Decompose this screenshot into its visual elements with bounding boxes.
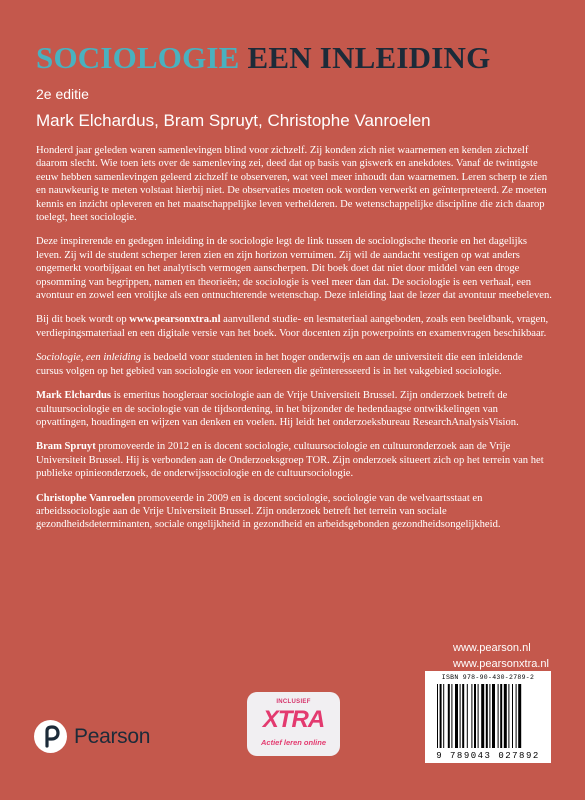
authors-line: Mark Elchardus, Bram Spruyt, Christophe Vanroelen [36, 111, 431, 130]
barcode-icon [425, 671, 551, 763]
intro-paragraph: Honderd jaar geleden waren samenlevingen blind voor zichzelf. Zij konden zich niet waarnemen en kenden zichzelf daarom slecht. Wie toen iets over de samenleving zei, deed dat op basis van giswerk en anekdotes. Vanaf de twintigste eeuw hebben samenlevingen geleerd zichzelf te observeren, wat veel meer inhoudt dan waarnemen. Leren scherp te zien en nauwkeurig te meten volstaat hierbij niet. De observaties moeten ook worden verwerkt en geïnterpreteerd. Ze moeten kennis en inzicht opleveren en het maatschappelijke leven verhelderen. De wetenschappelijke discipline die zich daarop toelegt, heet sociologie. [36, 145, 548, 224]
book-title-part2: EEN INLEIDING [247, 40, 491, 75]
book-title [36, 38, 490, 78]
description-paragraph: Deze inspirerende en gedegen inleiding in de sociologie legt de link tussen de sociologische theorie en het dagelijks leven. Zij wil de student scherper leren zien en zijn horizon verruimen. Zij wil de aandacht vestigen op wat anders ongemerkt voorbijgaat en het analytisch vermogen aanscherpen. Dit boek doet dat niet door middel van een droge opsomming van begrippen, namen en theorieën; de sociologie is veel meer dan dat. De sociologie is een verhaal, een avontuur en zowel een vrolijke als een ontnuchterende wetenschap. Deze inleiding laat de lezer dat avontuur meebeleven. [36, 236, 552, 302]
audience-paragraph: Sociologie, een inleiding is bedoeld voor studenten in het hoger onderwijs en aan de universiteit die een inleidende cursus volgen op het gebied van sociologie en voor iedereen die geïnteresseerd is in het vakgebied sociologie. [36, 352, 523, 377]
isbn-text: ISBN 978-90-430-2789-2 [441, 674, 535, 681]
pearson-logo-icon [34, 720, 67, 753]
badge-tagline: Actief leren online [260, 738, 326, 747]
author-bio-spruyt: Bram Spruyt promoveerde in 2012 en is docent sociologie, cultuursociologie en cultuuronderzoek aan de Vrije Universiteit Brussel. Hij is verbonden aan de Onderzoeksgroep TOR. Zijn onderzoek situeert zich op het terrein van het publieke opinieonderzoek, de onderwijssociologie en de cultuursociologie. [36, 441, 544, 480]
materials-paragraph: Bij dit boek wordt op www.pearsonxtra.nl aanvullend studie- en lesmateriaal aangeboden, zoals een beeldbank, vragen, verdiepingsmateriaal en een digitale versie van het boek. Voor docenten zijn powerpoints en examenvragen beschikbaar. [36, 314, 549, 339]
badge-xtra-logo: XTRA [262, 706, 325, 733]
book-title-part1: SOCIOLOGIE [36, 40, 240, 75]
barcode-digits: 9 789043 027892 [436, 751, 540, 761]
edition-label: 2e editie [36, 86, 89, 102]
publisher-name: Pearson [74, 724, 151, 748]
isbn-barcode [425, 671, 551, 763]
author-bio-vanroelen: Christophe Vanroelen promoveerde in 2009 en is docent sociologie, sociologie van de welvaartsstaat en arbeidssociologie aan de Vrije Universiteit Brussel. Zijn onderzoek betreft het terrein van sociale gezondheidsdeterminanten, sociale ongelijkheid in gezondheid en arbeidsgebonden gezondheidsongelijkheid. [36, 492, 501, 531]
xtra-badge [247, 692, 340, 756]
pearsonxtra-url[interactable]: www.pearsonxtra.nl [453, 658, 549, 670]
badge-inclusief: INCLUSIEF [276, 699, 311, 705]
pearsonxtra-link[interactable]: www.pearsonxtra.nl [129, 314, 221, 326]
author-bio-elchardus: Mark Elchardus is emeritus hoogleraar sociologie aan de Vrije Universiteit Brussel. Zijn onderzoek betreft de cultuursociologie en de sociologie van de tijdsordening, in het bijzonder de hedendaagse ontwikkelingen van opvattingen, houdingen en wijzen van denken en voelen. Hij leidt het onderzoeksbureau ResearchAnalysisVision. [36, 390, 519, 428]
back-cover-text [36, 144, 552, 543]
pearson-logo [34, 720, 150, 753]
pearson-url[interactable]: www.pearson.nl [453, 642, 531, 654]
publisher-urls [453, 640, 549, 672]
